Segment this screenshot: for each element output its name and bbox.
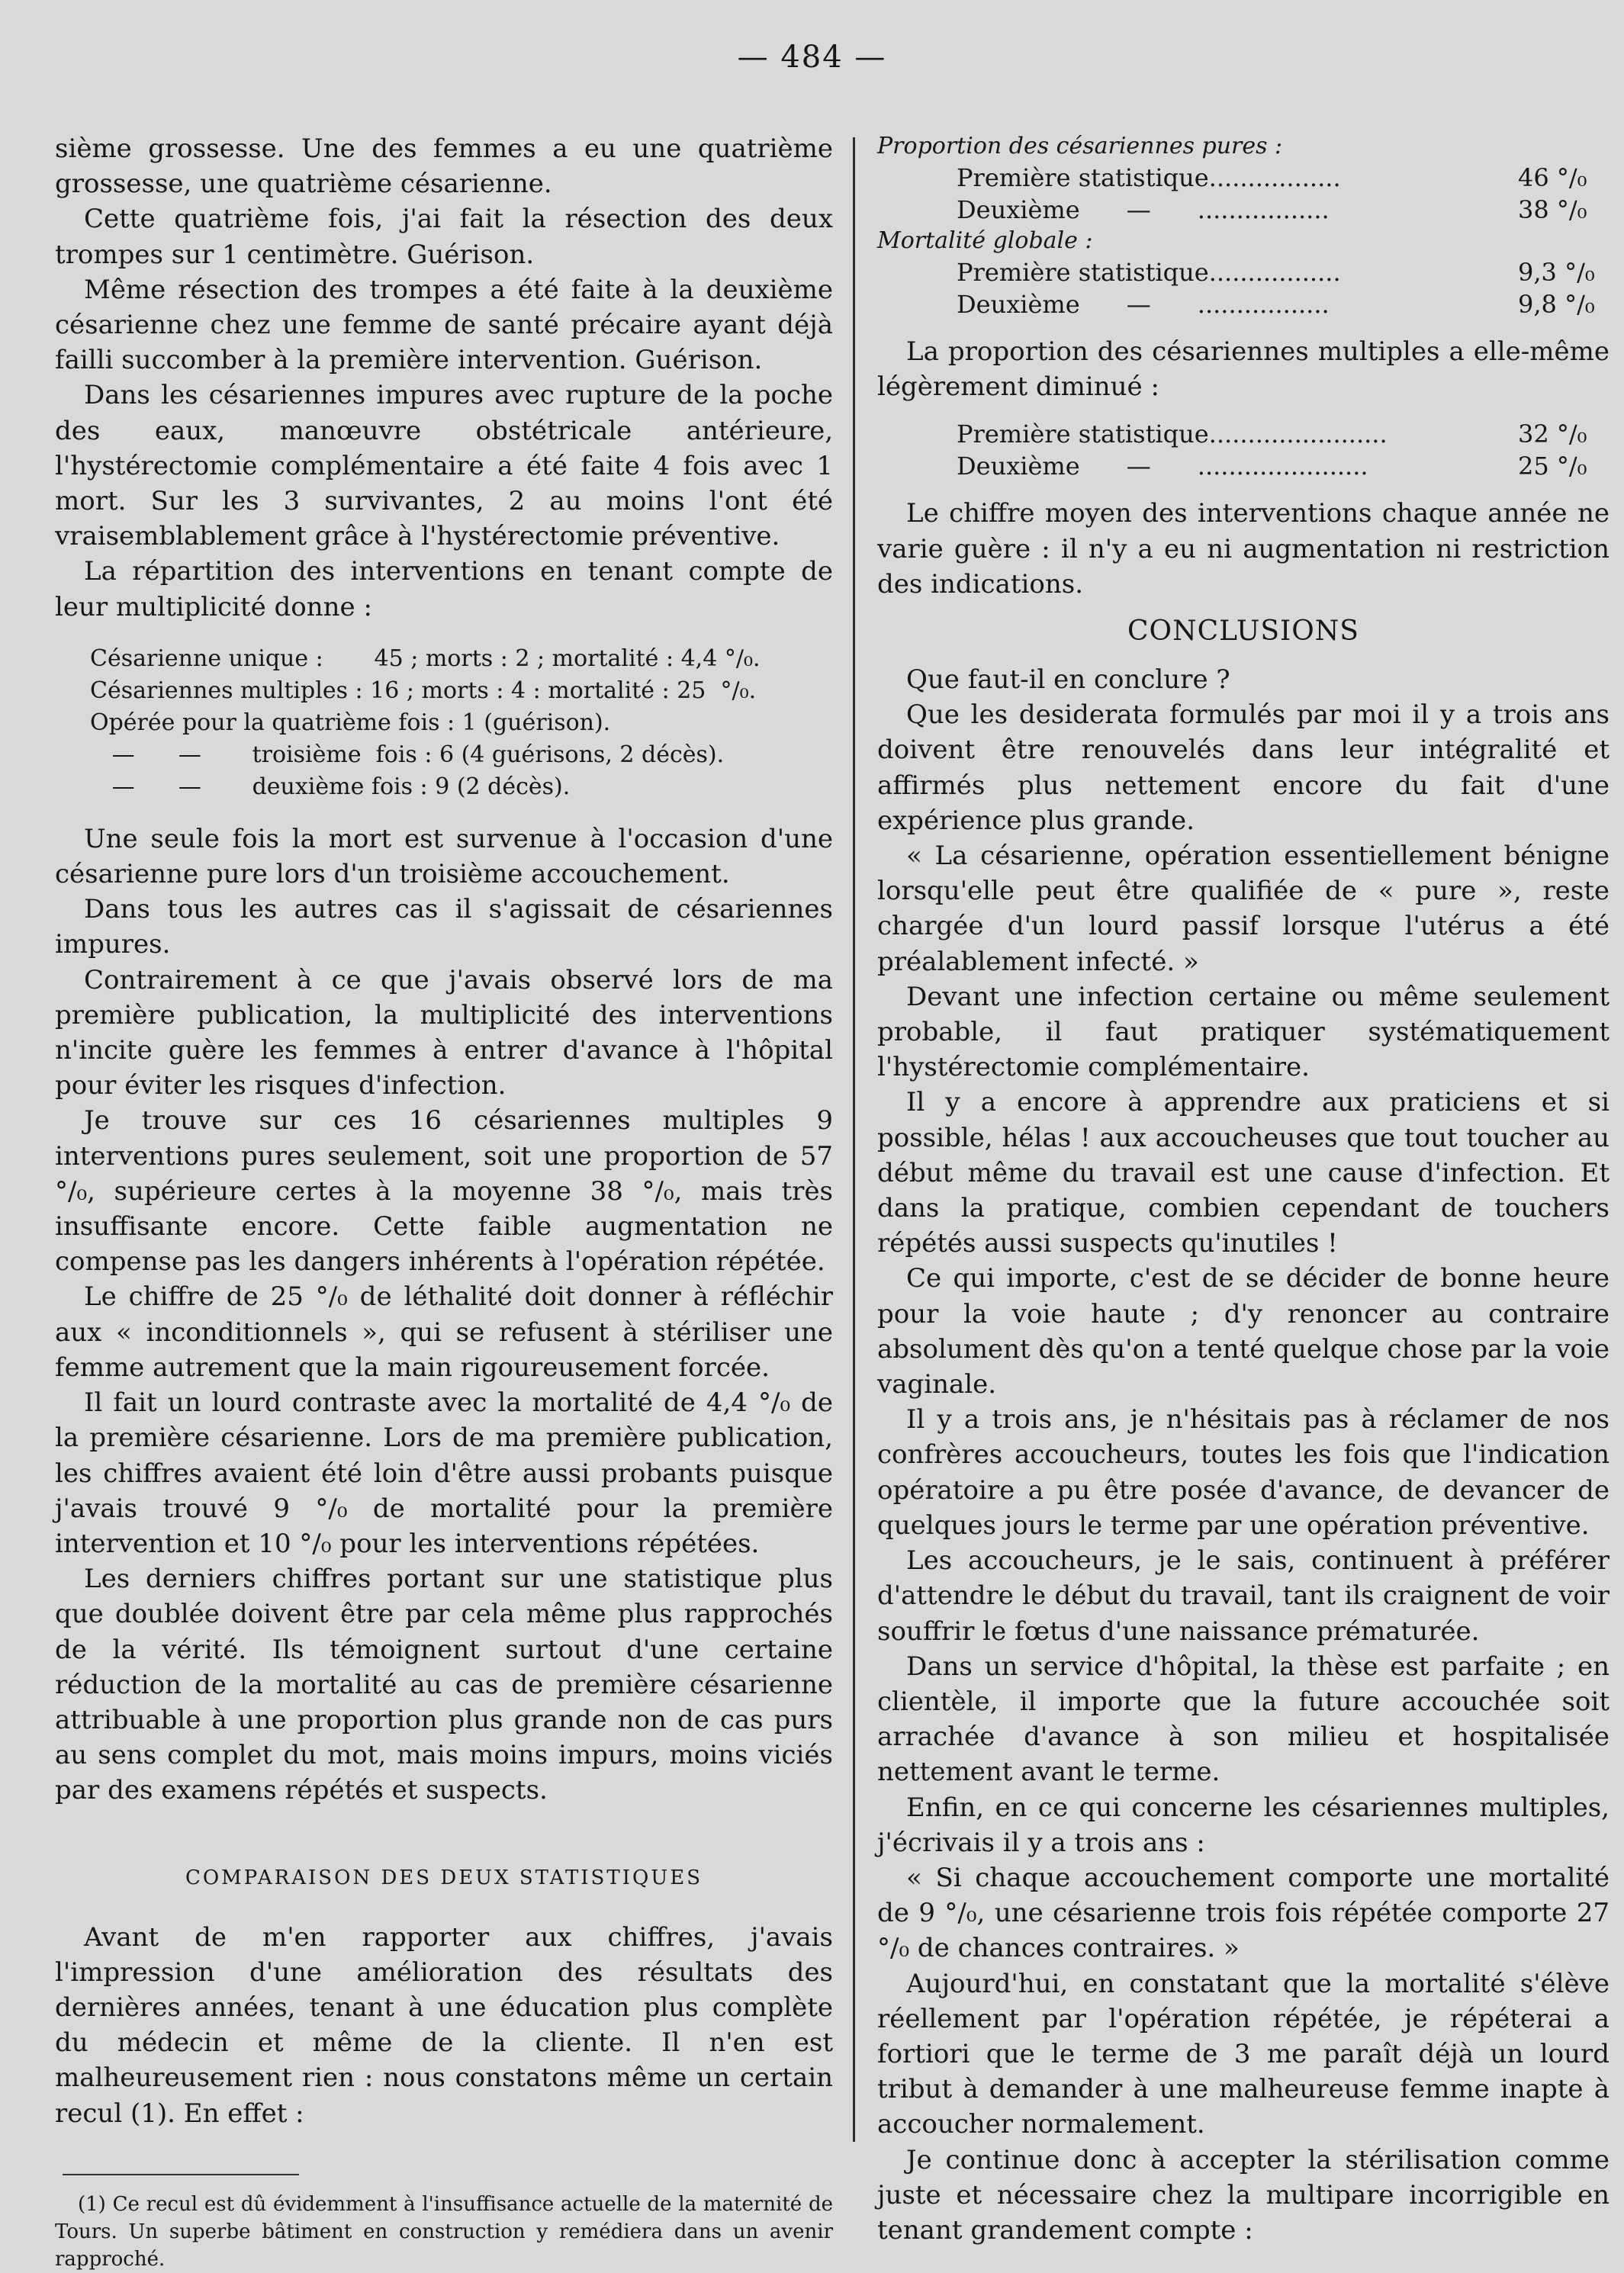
stat-label: Première statistique.......................: [957, 420, 1388, 449]
paragraph: Dans tous les autres cas il s'agissait de césariennes impures.: [55, 894, 833, 960]
stat-line: Opérée pour la quatrième fois : 1 (guérison).: [90, 709, 611, 736]
paragraph: Ce qui importe, c'est de se décider de bonne heure pour la voie haute ; d'y renoncer au contraire absolument dès qu'on a tenté quelque chose par la voie vaginale.: [877, 1263, 1610, 1400]
stat-label: Première statistique.................: [957, 258, 1341, 287]
stat-line: — — troisième fois : 6 (4 guérisons, 2 décès).: [90, 741, 725, 768]
paragraph: Je trouve sur ces 16 césariennes multiples 9 interventions pures seulement, soit une proportion de 57 °/₀, supérieure certes à la moyenne 38 °/₀, mais très insuffisante encore. Cette faible augmentation ne compense pas les dangers inhérents à l'opération répétée.: [55, 1105, 833, 1278]
section-heading: COMPARAISON DES DEUX STATISTIQUES: [185, 1866, 703, 1889]
stat-label: Première statistique.................: [957, 163, 1341, 192]
paragraph: « La césarienne, opération essentiellement bénigne lorsqu'elle peut être qualifiée de « pure », reste chargée d'un lourd passif lorsque l'utérus a été préalablement infecté. »: [877, 841, 1610, 977]
stat-value: 32 °/₀: [1518, 420, 1587, 449]
paragraph: Que les desiderata formulés par moi il y a trois ans doivent être renouvelés dans leur intégralité et affirmés plus nettement encore du fait d'une expérience plus grande.: [877, 699, 1610, 836]
paragraph: sième grossesse. Une des femmes a eu une quatrième grossesse, une quatrième césarienne.: [55, 133, 833, 200]
subheading: Proportion des césariennes pures :: [877, 133, 1283, 159]
stat-row: [957, 450, 1610, 482]
paragraph: Le chiffre moyen des interventions chaque année ne varie guère : il n'y a eu ni augmentation ni restriction des indications.: [877, 498, 1610, 600]
stat-value: 38 °/₀: [1518, 195, 1587, 224]
footnote: (1) Ce recul est dû évidemment à l'insuffisance actuelle de la maternité de Tours. Un superbe bâtiment en construction y remédiera dans un avenir rapproché.: [55, 2192, 833, 2271]
paragraph: Enfin, en ce qui concerne les césariennes multiples, j'écrivais il y a trois ans :: [877, 1792, 1610, 1858]
paragraph: Contrairement à ce que j'avais observé lors de ma première publication, la multiplicité des interventions n'incite guère les femmes à entrer d'avance à l'hôpital pour éviter les risques d'infection.: [55, 964, 833, 1101]
paragraph: Dans un service d'hôpital, la thèse est parfaite ; en clientèle, il importe que la future accouchée soit arrachée d'avance à son milieu et hospitalisée nettement avant le terme.: [877, 1651, 1610, 1788]
paragraph: Les derniers chiffres portant sur une statistique plus que doublée doivent être par cela même plus rapprochés de la vérité. Ils témoignent surtout d'une certaine réduction de la mortalité au cas de première césarienne attribuable à une proportion plus grande non de cas purs au sens complet du mot, mais moins impurs, moins viciés par des examens répétés et suspects.: [55, 1564, 833, 1806]
statistics-block: [90, 643, 833, 803]
paragraph: Dans les césariennes impures avec rupture de la poche des eaux, manœuvre obstétricale antérieure, l'hystérectomie complémentaire a été faite 4 fois avec 1 mort. Sur les 3 survivantes, 2 au moins l'ont été vraisemblablement grâce à l'hystérectomie préventive.: [55, 380, 833, 552]
stat-row: [957, 256, 1610, 288]
stat-label: Deuxième — .................: [957, 290, 1330, 319]
paragraph: La répartition des interventions en tenant compte de leur multiplicité donne :: [55, 556, 833, 622]
stat-label: Deuxième — .................: [957, 195, 1330, 224]
right-column: [877, 131, 1610, 2248]
stat-line: — — deuxième fois : 9 (2 décès).: [90, 773, 571, 800]
stat-row: [957, 418, 1610, 450]
stat-value: 46 °/₀: [1518, 163, 1587, 192]
stat-row: [957, 288, 1610, 320]
paragraph: Il fait un lourd contraste avec la mortalité de 4,4 °/₀ de la première césarienne. Lors de ma première publication, les chiffres avaient été loin d'être aussi probants puisque j'avais trouvé 9 °/₀ de mortalité pour la première intervention et 10 °/₀ pour les interventions répétées.: [55, 1387, 833, 1559]
footnote-divider: [63, 2174, 299, 2175]
stat-label: Deuxième — ......................: [957, 452, 1368, 481]
stat-value: 9,8 °/₀: [1518, 290, 1595, 319]
column-divider: [853, 137, 855, 2142]
paragraph: Même résection des trompes a été faite à la deuxième césarienne chez une femme de santé précaire ayant déjà failli succomber à la première intervention. Guérison.: [55, 274, 833, 376]
page-number: — 484 —: [737, 40, 887, 75]
subheading: Mortalité globale :: [877, 227, 1093, 254]
conclusions-heading: CONCLUSIONS: [1127, 616, 1359, 648]
paragraph: Le chiffre de 25 °/₀ de léthalité doit donner à réfléchir aux « inconditionnels », qui se refusent à stériliser une femme autrement que la main rigoureusement forcée.: [55, 1281, 833, 1383]
stat-value: 25 °/₀: [1518, 452, 1587, 481]
paragraph: Il y a trois ans, je n'hésitais pas à réclamer de nos confrères accoucheurs, toutes les fois que l'indication opératoire a pu être posée d'avance, de devancer de quelques jours le terme par une opération préventive.: [877, 1404, 1610, 1541]
paragraph: La proportion des césariennes multiples a elle-même légèrement diminué :: [877, 336, 1610, 403]
paragraph: Que faut-il en conclure ?: [906, 664, 1230, 696]
stat-row: [957, 194, 1610, 226]
paragraph: Je continue donc à accepter la stérilisation comme juste et nécessaire chez la multipare incorrigible en tenant grandement compte :: [877, 2144, 1610, 2246]
paragraph: « Si chaque accouchement comporte une mortalité de 9 °/₀, une césarienne trois fois répétée comporte 27 °/₀ de chances contraires. »: [877, 1862, 1610, 1964]
paragraph: Aujourd'hui, en constatant que la mortalité s'élève réellement par l'opération répétée, je répéterai a fortiori que le terme de 3 me paraît déjà un lourd tribut à demander à une malheureuse femme inapte à accoucher normalement.: [877, 1968, 1610, 2140]
paragraph: Il y a encore à apprendre aux praticiens et si possible, hélas ! aux accoucheuses que tout toucher au début même du travail est une cause d'infection. Et dans la pratique, combien cependant de touchers répétés aussi suspects qu'inutiles !: [877, 1087, 1610, 1259]
paragraph: Avant de m'en rapporter aux chiffres, j'avais l'impression d'une amélioration des résultats des dernières années, tenant à une éducation plus complète du médecin et même de la cliente. Il n'en est malheureusement rien : nous constatons même un certain recul (1). En effet :: [55, 1921, 833, 2129]
paragraph: Une seule fois la mort est survenue à l'occasion d'une césarienne pure lors d'un troisième accouchement.: [55, 823, 833, 890]
stat-value: 9,3 °/₀: [1518, 258, 1595, 287]
paragraph: Devant une infection certaine ou même seulement probable, il faut pratiquer systématiquement l'hystérectomie complémentaire.: [877, 981, 1610, 1083]
left-column: [55, 131, 833, 2273]
stat-line: Césariennes multiples : 16 ; morts : 4 : mortalité : 25 °/₀.: [90, 677, 757, 704]
stat-row: [957, 162, 1610, 194]
paragraph: Cette quatrième fois, j'ai fait la résection des deux trompes sur 1 centimètre. Guérison.: [55, 204, 833, 270]
paragraph: Les accoucheurs, je le sais, continuent à préférer d'attendre le début du travail, tant ils craignent de voir souffrir le fœtus d'une naissance prématurée.: [877, 1545, 1610, 1647]
stat-line: Césarienne unique : 45 ; morts : 2 ; mortalité : 4,4 °/₀.: [90, 645, 761, 672]
